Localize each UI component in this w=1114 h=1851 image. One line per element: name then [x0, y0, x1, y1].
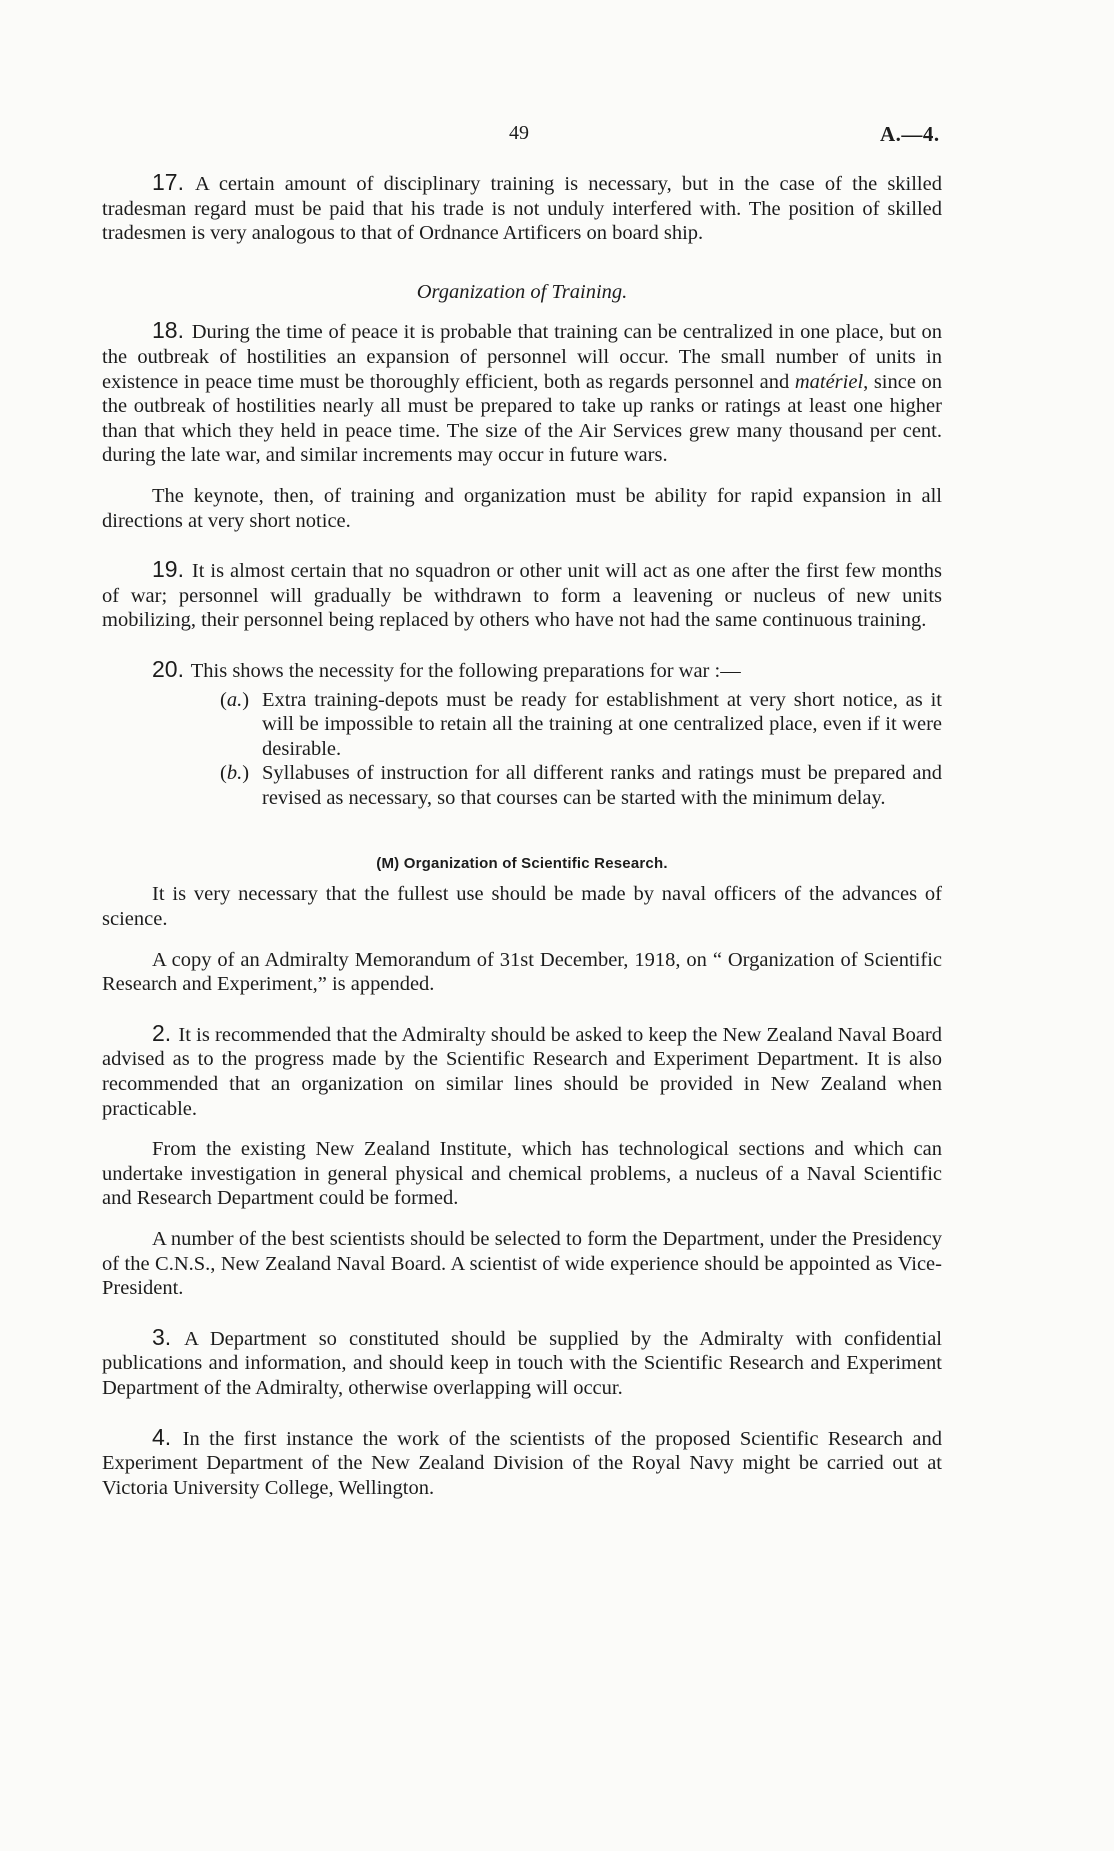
paragraph-20	[102, 657, 942, 684]
paragraph-number: 2.	[152, 1019, 172, 1046]
paragraph-text: A certain amount of disciplinary training is necessary, but in the case of the skilled tradesman regard must be paid that his trade is not unduly interfered with. The position of skilled tradesmen is very analogous to that of Ordnance Artificers on board ship.	[102, 173, 942, 245]
preparations-list	[102, 688, 942, 811]
section-title: Organization of Scientific Research.	[403, 855, 668, 873]
paragraph-text: In the first instance the work of the scientists of the proposed Scientific Research and Experiment Department of the New Zealand Division of the Royal Navy might be carried out at Victoria University College, Wellington.	[102, 1427, 942, 1499]
document-reference: A.—4.	[880, 122, 940, 146]
paragraph-number: 4.	[152, 1423, 172, 1450]
paragraph-m1-memorandum: A copy of an Admiralty Memorandum of 31st December, 1918, on “ Organization of Scientific Research and Experiment,” is appended.	[102, 948, 942, 996]
paragraph-number: 19.	[152, 556, 184, 583]
paragraph-m2	[102, 1021, 942, 1121]
paragraph-text-cont: , since on the outbreak of hostilities nearly all must be prepared to take up ranks or ratings at least one higher than that which they held in peace time. The size of the Air Services grew many thousand per cent. during the late war, and similar increments may occur in future wars.	[102, 370, 943, 467]
paragraph-text: It is recommended that the Admiralty should be asked to keep the New Zealand Naval Board advised as to the progress made by the Scientific Research and Experiment Department. It is also recommended that an organization on similar lines should be provided in New Zealand when practicable.	[102, 1023, 942, 1120]
italic-term: matériel	[794, 370, 864, 393]
list-label: (b.)	[220, 762, 250, 785]
section-letter: (M)	[376, 855, 400, 873]
paragraph-number: 3.	[152, 1323, 172, 1350]
list-item-a	[102, 688, 942, 762]
list-item-b	[102, 761, 942, 810]
paragraph-text: This shows the necessity for the following preparations for war :—	[190, 659, 741, 682]
paragraph-text: A Department so constituted should be supplied by the Admiralty with confidential publications and information, and should keep in touch with the Scientific Research and Experiment Department of the Admiralty, otherwise overlapping will occur.	[102, 1327, 942, 1399]
paragraph-text: During the time of peace it is probable that training can be centralized in one place, but on the outbreak of hostilities an expansion of personnel will occur. The small number of units in existence in peace time must be thoroughly efficient, both as regards personnel and	[102, 321, 942, 393]
list-label: (a.)	[220, 688, 250, 711]
paragraph-number: 18.	[152, 317, 184, 344]
paragraph-17	[102, 170, 942, 246]
document-body	[102, 170, 942, 1500]
paragraph-text: It is almost certain that no squadron or other unit will act as one after the first few months of war; personnel will gradually be withdrawn to form a leavening or nucleus of new units mobilizing, their personnel being replaced by others who have not had the same continuous training.	[102, 560, 943, 632]
paragraph-m2-scientists: A number of the best scientists should be selected to form the Department, under the Presidency of the C.N.S., New Zealand Naval Board. A scientist of wide experience should be appointed as Vice-President.	[102, 1228, 942, 1300]
paragraph-19	[102, 557, 942, 633]
list-item-text: Syllabuses of instruction for all different ranks and ratings must be prepared and revised as necessary, so that courses can be started with the minimum delay.	[262, 762, 942, 809]
paragraph-18-keynote: The keynote, then, of training and organization must be ability for rapid expansion in all directions at very short notice.	[102, 484, 942, 532]
paragraph-m1: It is very necessary that the fullest use should be made by naval officers of the advances of science.	[102, 883, 942, 931]
paragraph-m3	[102, 1325, 942, 1401]
paragraph-18	[102, 318, 942, 468]
list-item-text: Extra training-depots must be ready for establishment at very short notice, as it will be impossible to retain all the training at one centralized place, even if it were desirable.	[262, 688, 942, 760]
page-number: 49	[509, 122, 529, 144]
section-heading-m	[102, 854, 942, 874]
paragraph-m4	[102, 1425, 942, 1501]
subheading-organization-of-training: Organization of Training.	[416, 280, 628, 303]
paragraph-number: 17.	[152, 169, 184, 195]
page-header	[0, 122, 1114, 152]
paragraph-number: 20.	[152, 655, 184, 682]
paragraph-m2-institute: From the existing New Zealand Institute, which has technological sections and which can undertake investigation in general physical and chemical problems, a nucleus of a Naval Scientific and Research Department could be formed.	[102, 1138, 942, 1210]
